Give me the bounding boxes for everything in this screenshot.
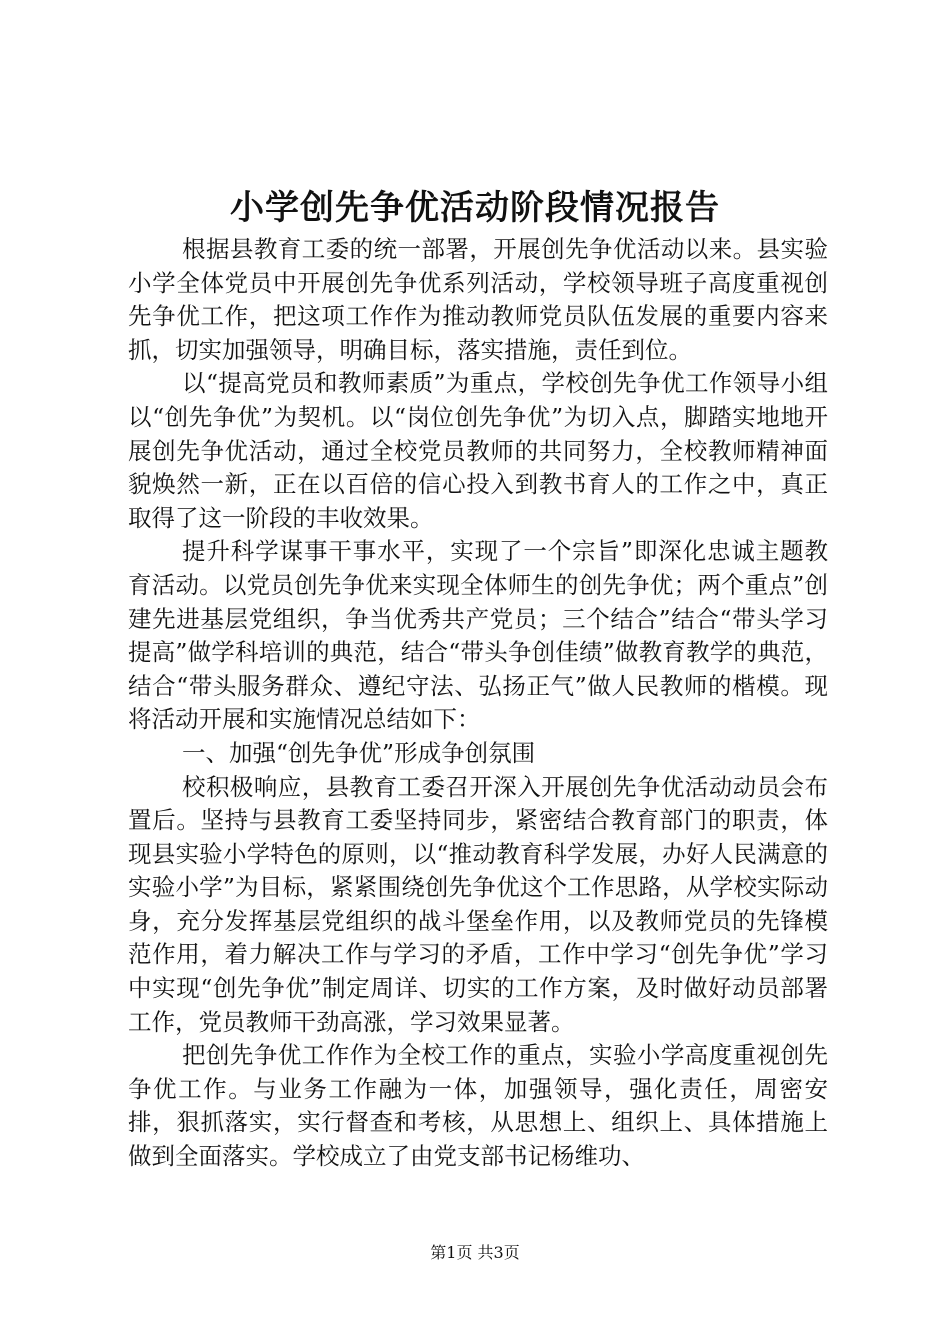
document-title: 小学创先争优活动阶段情况报告 bbox=[230, 188, 720, 228]
page-number-footer: 第1页 共3页 bbox=[430, 1243, 520, 1262]
paragraph-summary: 提升科学谋事干事水平，实现了一个宗旨”即深化忠诚主题教育活动。以党员创先争优来实现全体师生的创先争优；两个重点”创建先进基层党组织，争当优秀共产党员；三个结合”结合“带头学习提高”做学科培训的典范，结合“带头争创佳绩”做教育教学的典范，结合“带头服务群众、遵纪守法、弘扬正气”做人民教师的楷模。现将活动开展和实施情况总结如下： bbox=[128, 537, 828, 734]
paragraph-response: 校积极响应，县教育工委召开深入开展创先争优活动动员会布置后。坚持与县教育工委坚持同步，紧密结合教育部门的职责，体现县实验小学特色的原则，以“推动教育科学发展，办好人民满意的实验小学”为目标，紧紧围绕创先争优这个工作思路，从学校实际动身，充分发挥基层党组织的战斗堡垒作用，以及教师党员的先锋模范作用，着力解决工作与学习的矛盾，工作中学习“创先争优”学习中实现“创先争优”制定周详、切实的工作方案，及时做好动员部署工作，党员教师干劲高涨，学习效果显著。 bbox=[128, 772, 828, 1036]
paragraph-focus: 以“提高党员和教师素质”为重点，学校创先争优工作领导小组以“创先争优”为契机。以“岗位创先争优”为切入点，脚踏实地地开展创先争优活动，通过全校党员教师的共同努力，全校教师精神面貌焕然一新，正在以百倍的信心投入到教书育人的工作之中，真正取得了这一阶段的丰收效果。 bbox=[128, 369, 828, 532]
section-heading-1: 一、加强“创先争优”形成争创氛围 bbox=[182, 738, 536, 767]
document-body bbox=[128, 233, 828, 1174]
paragraph-intro: 根据县教育工委的统一部署，开展创先争优活动以来。县实验小学全体党员中开展创先争优系列活动，学校领导班子高度重视创先争优工作，把这项工作作为推动教师党员队伍发展的重要内容来抓，切实加强领导，明确目标，落实措施，责任到位。 bbox=[128, 235, 828, 364]
paragraph-priority: 把创先争优工作作为全校工作的重点，实验小学高度重视创先争优工作。与业务工作融为一体，加强领导，强化责任，周密安排，狠抓落实，实行督查和考核，从思想上、组织上、具体措施上做到全面落实。学校成立了由党支部书记杨维功、 bbox=[128, 1041, 828, 1171]
